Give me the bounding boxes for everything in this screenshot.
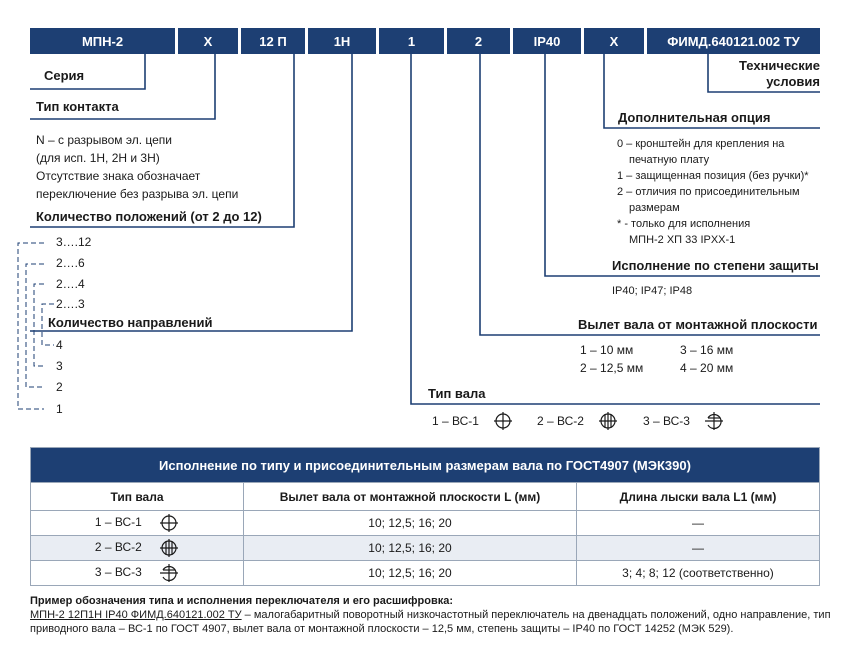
position-option: 2….4 [56,277,85,291]
contact-description [36,131,238,203]
column-header: Вылет вала от монтажной плоскости L (мм) [244,483,577,511]
shaft-length-value: 4 – 20 мм [680,361,734,375]
table-caption: Исполнение по типу и присоединительным размерам вала по ГОСТ4907 (МЭК390) [31,448,820,483]
contact-desc-line: (для исп. 1Н, 2Н и 3Н) [36,151,160,165]
extra-item: 1 – защищенная позиция (без ручки)* [617,170,809,182]
header-box-protection: IP40 [513,28,581,54]
direction-option: 4 [56,338,63,352]
shaft-bc2-icon [598,411,618,431]
shaft-bc2-icon [159,538,179,558]
header-box-series: МПН-2 [30,28,175,54]
cell-flat: — [577,511,820,536]
cell-type-text: 1 – ВС-1 [94,515,142,530]
label-tech-conditions [720,58,820,90]
label-protection: Исполнение по степени защиты [612,258,819,273]
column-header: Тип вала [31,483,244,511]
example-description: – малогабаритный поворотный низкочастотный переключатель на двенадцать положений, одно направление, тип приводного вала – ВС-1 по ГОСТ 4907, вылет вала от монтажной плоскости – 12,5 мм, степень защиты – IP40 по ГОСТ 14252 (МЭК 529). [30,609,831,635]
cell-flat: — [577,536,820,561]
shaft-bc3-icon [704,411,724,431]
direction-option: 2 [56,380,63,394]
label-positions: Количество положений (от 2 до 12) [36,209,262,224]
shaft-length-value: 1 – 10 мм [580,343,634,357]
shaft-length-value: 2 – 12,5 мм [580,361,644,375]
label-shaft-type: Тип вала [428,386,486,401]
example-text [30,608,840,636]
extra-item: 0 – кронштейн для крепления на [617,138,785,150]
header-box-shaft-type: 1 [379,28,444,54]
shaft-bc1-icon [159,513,179,533]
header-box-directions: 1Н [308,28,376,54]
header-box-shaft-length: 2 [447,28,510,54]
extra-item: печатную плату [629,154,710,166]
label-extra-option: Дополнительная опция [618,110,771,125]
cell-type-text: 2 – ВС-2 [94,540,142,555]
contact-desc-line: Отсутствие знака обозначает [36,169,201,183]
extra-item: размерам [629,202,680,214]
shaft-length-value: 3 – 16 мм [680,343,734,357]
cell-type [31,561,244,586]
header-box-option: X [584,28,644,54]
cell-length: 10; 12,5; 16; 20 [244,536,577,561]
shaft-spec-table [30,447,820,586]
cell-length: 10; 12,5; 16; 20 [244,511,577,536]
table-row [31,561,820,586]
header-box-positions: 12 П [241,28,305,54]
contact-desc-line: N – с разрывом эл. цепи [36,133,172,147]
table-row [31,536,820,561]
tech-line: Технические [739,58,820,73]
shaft-type-1: 1 – ВС-1 [432,414,479,428]
extra-item: 2 – отличия по присоединительным [617,186,800,198]
label-directions: Количество направлений [48,315,213,330]
label-shaft-length: Вылет вала от монтажной плоскости [578,317,818,332]
position-option: 2….3 [56,297,85,311]
example-section [30,594,840,636]
direction-option: 3 [56,359,63,373]
protection-values: IP40; IP47; IP48 [612,285,693,297]
position-option: 3….12 [56,235,92,249]
position-option: 2….6 [56,256,85,270]
header-box-contact: X [178,28,238,54]
cell-flat: 3; 4; 8; 12 (соответственно) [577,561,820,586]
shaft-bc1-icon [493,411,513,431]
header-box-tu: ФИМД.640121.002 ТУ [647,28,820,54]
tech-line: условия [766,74,820,89]
example-code: МПН-2 12П1Н IP40 ФИМД.640121.002 ТУ [30,609,242,621]
contact-desc-line: переключение без разрыва эл. цепи [36,187,239,201]
table-row [31,511,820,536]
label-contact-type: Тип контакта [36,99,119,114]
extra-item: * - только для исполнения [617,218,751,230]
cell-type [31,511,244,536]
shaft-type-3: 3 – ВС-3 [643,414,690,428]
example-title: Пример обозначения типа и исполнения переключателя и его расшифровка: [30,595,454,607]
cell-type-text: 3 – ВС-3 [94,565,142,580]
label-series: Серия [44,68,85,83]
cell-length: 10; 12,5; 16; 20 [244,561,577,586]
shaft-bc3-icon [159,563,179,583]
cell-type [31,536,244,561]
extra-option-list [617,136,809,248]
extra-item: МПН-2 ХП 33 IPXX-1 [629,234,736,246]
column-header: Длина лыски вала L1 (мм) [577,483,820,511]
direction-option: 1 [56,402,63,416]
shaft-type-2: 2 – ВС-2 [537,414,584,428]
